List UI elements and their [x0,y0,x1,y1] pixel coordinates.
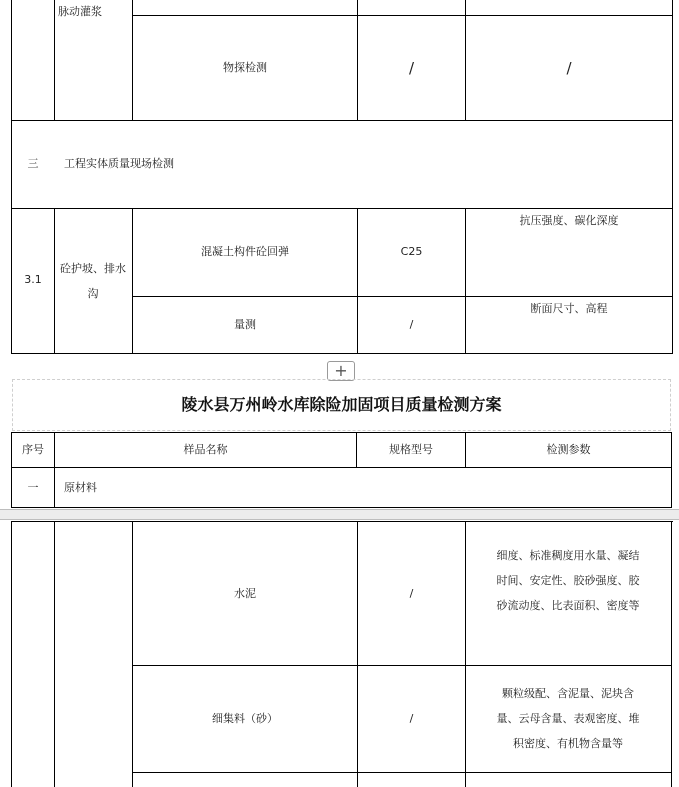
measure-spec: / [409,318,414,331]
measure-params: 断面尺寸、高程 [530,302,608,315]
cement-params: 细度、标准稠度用水量、凝结时间、安定性、胶砂强度、胶砂流动度、比表面积、密度等 [496,549,640,612]
pulse-grouting-label: 脉动灌浆 [58,5,102,18]
physical-test-params: / [566,59,572,77]
header-sample-name: 样品名称 [183,443,228,456]
document-title: 陵水县万州岭水库除险加固项目质量检测方案 [181,395,502,414]
physical-test-spec: / [408,59,415,77]
sand-name: 细集料（砂） [212,712,278,725]
sand-spec: / [409,712,414,725]
measure-name: 量测 [234,318,256,331]
section-3-label: 工程实体质量现场检测 [64,157,174,170]
header-spec: 规格型号 [389,443,433,456]
cement-spec: / [409,587,414,600]
sand-params: 颗粒级配、含泥量、泥块含量、云母含量、表观密度、堆积密度、有机物含量等 [496,687,640,750]
row-3-1-part: 砼护坡、排水沟 [60,262,126,300]
rebound-test-params: 抗压强度、碳化深度 [519,214,619,227]
section-1-index: 一 [27,481,39,494]
row-3-1-index: 3.1 [24,273,42,286]
header-index: 序号 [22,443,44,456]
section-3-index: 三 [27,157,39,170]
section-1-label: 原材料 [64,481,97,494]
cement-name: 水泥 [234,587,256,600]
rebound-test-name: 混凝土构件砼回弹 [201,245,289,258]
physical-test-name: 物探检测 [223,61,267,74]
rebound-test-spec: C25 [400,245,423,258]
plus-icon: + [334,361,348,380]
header-params: 检测参数 [546,443,591,456]
